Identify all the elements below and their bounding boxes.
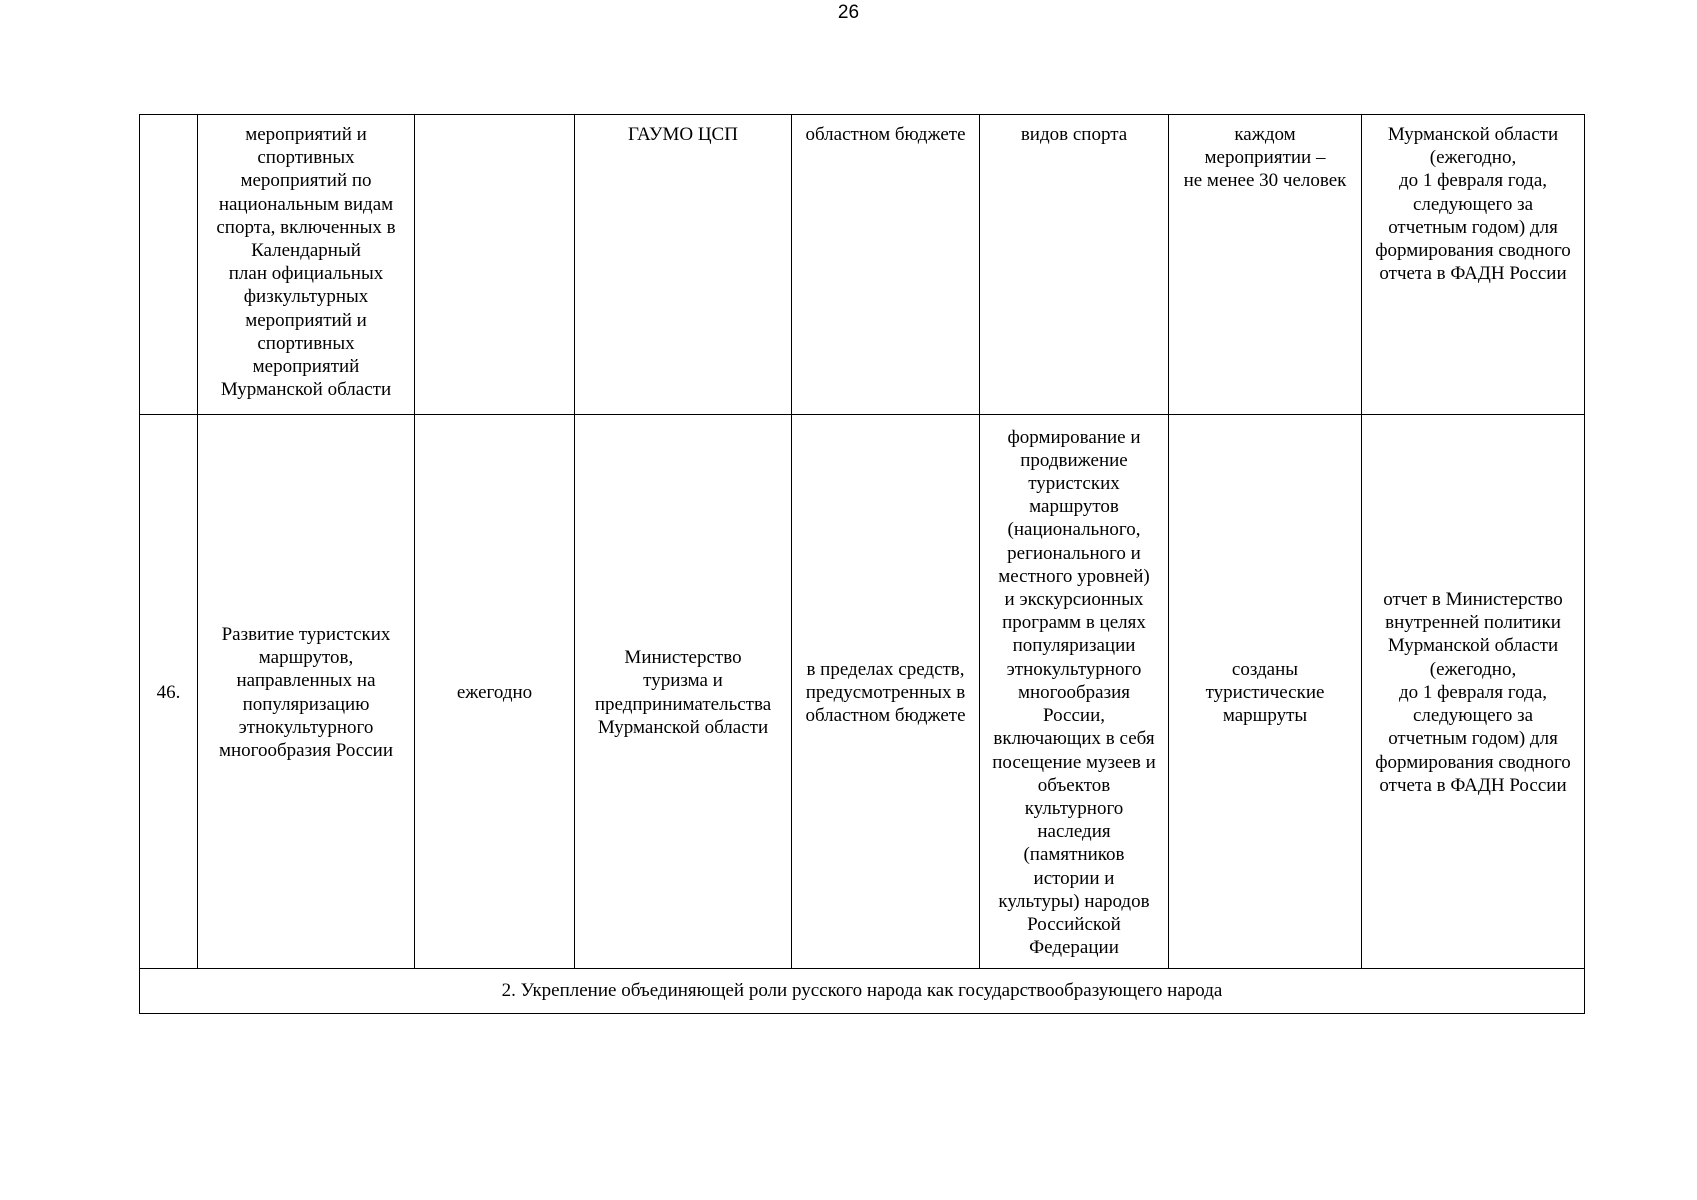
cell-reporting: отчет в Министерство внутренней политики Мурманской области (ежегодно, до 1 февраля года, следующего за отчетным годом) для формирования сводного отчета в ФАДН России	[1362, 415, 1585, 969]
cell-executor: ГАУМО ЦСП	[575, 115, 792, 415]
table-row-continued	[140, 115, 1585, 415]
cell-number: 46.	[140, 415, 198, 969]
cell-indicator: формирование и продвижение туристских маршрутов (национального, регионального и местного уровней) и экскурсионных программ в целях популяризации этнокультурного многообразия России, включающих в себя посещение музеев и объектов культурного наследия (памятников истории и культуры) народов Российской Федерации	[980, 415, 1169, 969]
table-row-46	[140, 415, 1585, 969]
measures-table	[139, 114, 1585, 1014]
section-heading: 2. Укрепление объединяющей роли русского народа как государствообразующего народа	[140, 969, 1585, 1014]
cell-number	[140, 115, 198, 415]
cell-period	[415, 115, 575, 415]
cell-period: ежегодно	[415, 415, 575, 969]
cell-event: Развитие туристских маршрутов, направленных на популяризацию этнокультурного многообразия России	[198, 415, 415, 969]
cell-executor: Министерство туризма и предпринимательства Мурманской области	[575, 415, 792, 969]
table-row-section-heading	[140, 969, 1585, 1014]
cell-result: созданы туристические маршруты	[1169, 415, 1362, 969]
cell-event: мероприятий и спортивных мероприятий по национальным видам спорта, включенных в Календарный план официальных физкультурных мероприятий и спортивных мероприятий Мурманской области	[198, 115, 415, 415]
cell-indicator: видов спорта	[980, 115, 1169, 415]
cell-financing: областном бюджете	[792, 115, 980, 415]
cell-result: каждом мероприятии – не менее 30 человек	[1169, 115, 1362, 415]
page-number: 26	[837, 2, 860, 23]
cell-reporting: Мурманской области (ежегодно, до 1 февраля года, следующего за отчетным годом) для формирования сводного отчета в ФАДН России	[1362, 115, 1585, 415]
cell-financing: в пределах средств, предусмотренных в областном бюджете	[792, 415, 980, 969]
